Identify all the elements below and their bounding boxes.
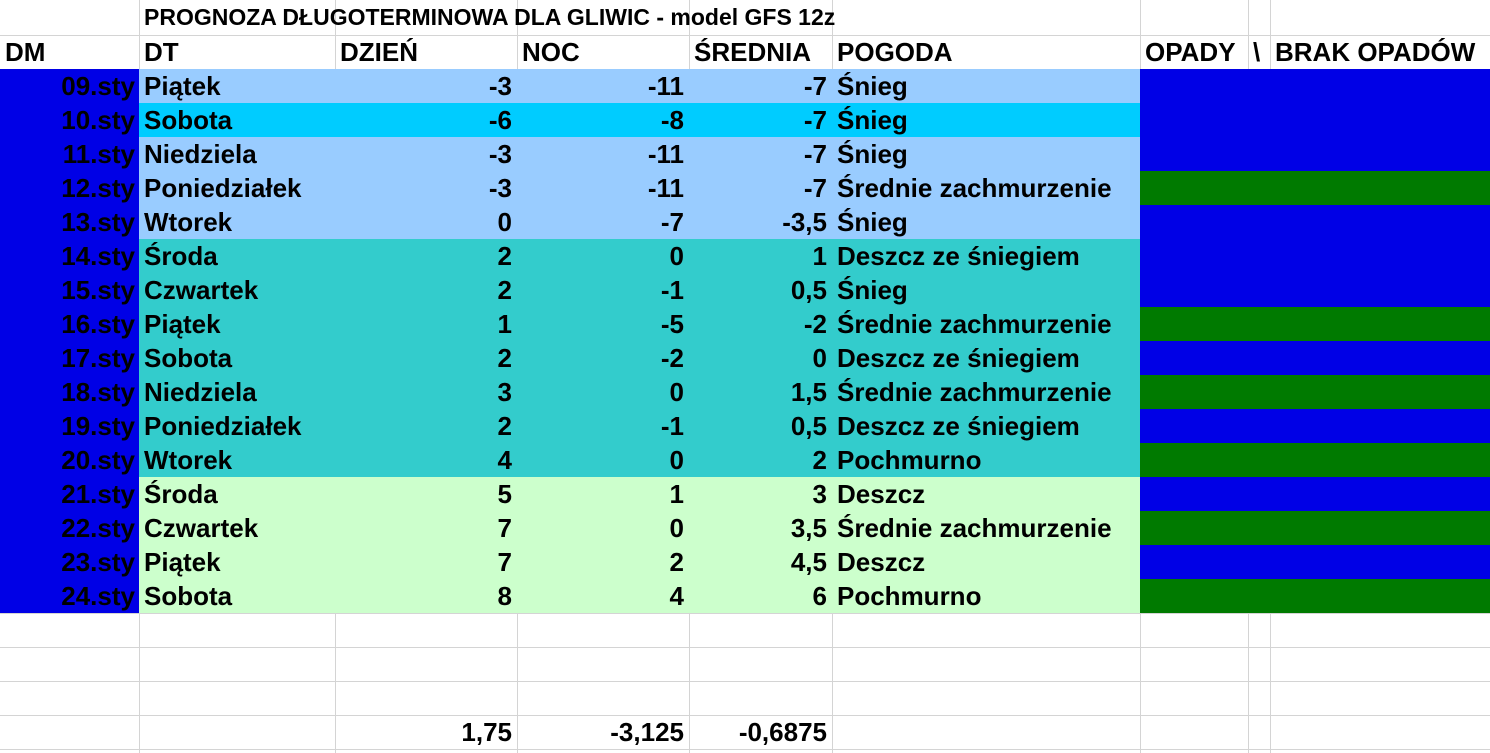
no-precip-indicator[interactable] <box>1140 307 1490 341</box>
cell-temp-avg[interactable]: 3 <box>689 477 832 511</box>
cell-day-name[interactable]: Piątek <box>139 307 335 341</box>
precip-indicator[interactable] <box>1140 409 1490 443</box>
cell-date[interactable]: 22.sty <box>0 511 139 545</box>
cell-weather[interactable]: Śnieg <box>832 103 1140 137</box>
cell-weather[interactable]: Średnie zachmurzenie <box>832 307 1140 341</box>
precip-indicator[interactable] <box>1140 103 1490 137</box>
cell-weather[interactable]: Śnieg <box>832 205 1140 239</box>
cell-weather[interactable]: Średnie zachmurzenie <box>832 511 1140 545</box>
header-dt[interactable]: DT <box>144 37 179 67</box>
gridline <box>0 647 1490 648</box>
header-precip[interactable]: OPADY <box>1145 37 1236 67</box>
cell-temp-day[interactable]: 7 <box>335 511 517 545</box>
cell-date[interactable]: 24.sty <box>0 579 139 613</box>
cell-temp-night[interactable]: 0 <box>517 443 689 477</box>
cell-weather[interactable]: Średnie zachmurzenie <box>832 171 1140 205</box>
cell-temp-night[interactable]: 0 <box>517 239 689 273</box>
cell-temp-avg[interactable]: 4,5 <box>689 545 832 579</box>
gridline <box>0 681 1490 682</box>
cell-temp-night[interactable]: 1 <box>517 477 689 511</box>
cell-temp-avg[interactable]: 0,5 <box>689 273 832 307</box>
cell-day-name[interactable]: Sobota <box>139 103 335 137</box>
cell-date[interactable]: 16.sty <box>0 307 139 341</box>
cell-day-name[interactable]: Czwartek <box>139 511 335 545</box>
header-no-precip[interactable]: BRAK OPADÓW <box>1275 37 1476 67</box>
header-avg[interactable]: ŚREDNIA <box>694 37 812 67</box>
header-day[interactable]: DZIEŃ <box>340 37 418 67</box>
total-temp-day[interactable]: 1,75 <box>461 717 512 747</box>
cell-date[interactable]: 12.sty <box>0 171 139 205</box>
precip-indicator[interactable] <box>1140 239 1490 273</box>
cell-temp-night[interactable]: -7 <box>517 205 689 239</box>
no-precip-indicator[interactable] <box>1140 579 1490 613</box>
cell-temp-day[interactable]: 2 <box>335 273 517 307</box>
cell-weather[interactable]: Pochmurno <box>832 579 1140 613</box>
cell-date[interactable]: 19.sty <box>0 409 139 443</box>
cell-weather[interactable]: Śnieg <box>832 69 1140 103</box>
cell-weather[interactable]: Śnieg <box>832 137 1140 171</box>
cell-day-name[interactable]: Niedziela <box>139 137 335 171</box>
cell-day-name[interactable]: Środa <box>139 239 335 273</box>
cell-day-name[interactable]: Poniedziałek <box>139 409 335 443</box>
cell-date[interactable]: 14.sty <box>0 239 139 273</box>
cell-date[interactable]: 21.sty <box>0 477 139 511</box>
cell-temp-day[interactable]: 4 <box>335 443 517 477</box>
cell-temp-avg[interactable]: 1,5 <box>689 375 832 409</box>
cell-temp-day[interactable]: 8 <box>335 579 517 613</box>
cell-temp-avg[interactable]: 3,5 <box>689 511 832 545</box>
cell-temp-night[interactable]: -2 <box>517 341 689 375</box>
header-dm[interactable]: DM <box>5 37 46 67</box>
cell-date[interactable]: 09.sty <box>0 69 139 103</box>
cell-temp-night[interactable]: -1 <box>517 409 689 443</box>
cell-temp-day[interactable]: 2 <box>335 341 517 375</box>
cell-temp-avg[interactable]: -7 <box>689 103 832 137</box>
cell-day-name[interactable]: Poniedziałek <box>139 171 335 205</box>
total-temp-avg[interactable]: -0,6875 <box>738 717 827 747</box>
cell-day-name[interactable]: Piątek <box>139 545 335 579</box>
cell-date[interactable]: 20.sty <box>0 443 139 477</box>
cell-temp-day[interactable]: 2 <box>335 409 517 443</box>
cell-day-name[interactable]: Sobota <box>139 579 335 613</box>
cell-temp-avg[interactable]: 0,5 <box>689 409 832 443</box>
cell-day-name[interactable]: Środa <box>139 477 335 511</box>
cell-day-name[interactable]: Wtorek <box>139 443 335 477</box>
header-night[interactable]: NOC <box>522 37 580 67</box>
cell-date[interactable]: 10.sty <box>0 103 139 137</box>
cell-weather[interactable]: Deszcz ze śniegiem <box>832 341 1140 375</box>
cell-temp-day[interactable]: 5 <box>335 477 517 511</box>
cell-temp-avg[interactable]: -3,5 <box>689 205 832 239</box>
cell-weather[interactable]: Pochmurno <box>832 443 1140 477</box>
cell-temp-avg[interactable]: 0 <box>689 341 832 375</box>
cell-date[interactable]: 17.sty <box>0 341 139 375</box>
cell-temp-avg[interactable]: 1 <box>689 239 832 273</box>
cell-temp-day[interactable]: 0 <box>335 205 517 239</box>
cell-temp-night[interactable]: -1 <box>517 273 689 307</box>
cell-day-name[interactable]: Wtorek <box>139 205 335 239</box>
cell-temp-day[interactable]: -6 <box>335 103 517 137</box>
no-precip-indicator[interactable] <box>1140 375 1490 409</box>
precip-indicator[interactable] <box>1140 545 1490 579</box>
cell-temp-night[interactable]: 0 <box>517 375 689 409</box>
cell-temp-night[interactable]: -8 <box>517 103 689 137</box>
cell-temp-day[interactable]: -3 <box>335 137 517 171</box>
gridline <box>0 749 1490 750</box>
cell-temp-night[interactable]: -5 <box>517 307 689 341</box>
cell-weather[interactable]: Deszcz ze śniegiem <box>832 239 1140 273</box>
cell-temp-night[interactable]: -11 <box>517 137 689 171</box>
cell-weather[interactable]: Deszcz ze śniegiem <box>832 409 1140 443</box>
cell-weather[interactable]: Deszcz <box>832 477 1140 511</box>
precip-indicator[interactable] <box>1140 273 1490 307</box>
cell-day-name[interactable]: Sobota <box>139 341 335 375</box>
cell-temp-avg[interactable]: -7 <box>689 137 832 171</box>
no-precip-indicator[interactable] <box>1140 171 1490 205</box>
header-weather[interactable]: POGODA <box>837 37 953 67</box>
cell-temp-avg[interactable]: -7 <box>689 69 832 103</box>
total-temp-night[interactable]: -3,125 <box>610 717 684 747</box>
cell-temp-avg[interactable]: 2 <box>689 443 832 477</box>
cell-date[interactable]: 23.sty <box>0 545 139 579</box>
cell-day-name[interactable]: Czwartek <box>139 273 335 307</box>
cell-temp-day[interactable]: 1 <box>335 307 517 341</box>
precip-indicator[interactable] <box>1140 341 1490 375</box>
cell-temp-night[interactable]: -11 <box>517 69 689 103</box>
cell-weather[interactable]: Śnieg <box>832 273 1140 307</box>
cell-temp-night[interactable]: 2 <box>517 545 689 579</box>
no-precip-indicator[interactable] <box>1140 443 1490 477</box>
cell-weather[interactable]: Średnie zachmurzenie <box>832 375 1140 409</box>
cell-date[interactable]: 11.sty <box>0 137 139 171</box>
cell-temp-day[interactable]: 2 <box>335 239 517 273</box>
cell-day-name[interactable]: Niedziela <box>139 375 335 409</box>
sheet-title[interactable]: PROGNOZA DŁUGOTERMINOWA DLA GLIWIC - model GFS 12z <box>144 3 836 30</box>
gridline <box>0 613 1490 614</box>
cell-temp-avg[interactable]: -7 <box>689 171 832 205</box>
cell-day-name[interactable]: Piątek <box>139 69 335 103</box>
cell-temp-night[interactable]: -11 <box>517 171 689 205</box>
header-slash[interactable]: \ <box>1253 37 1261 67</box>
cell-temp-avg[interactable]: 6 <box>689 579 832 613</box>
cell-temp-night[interactable]: 0 <box>517 511 689 545</box>
precip-indicator[interactable] <box>1140 205 1490 239</box>
cell-date[interactable]: 15.sty <box>0 273 139 307</box>
precip-indicator[interactable] <box>1140 69 1490 103</box>
cell-weather[interactable]: Deszcz <box>832 545 1140 579</box>
cell-date[interactable]: 13.sty <box>0 205 139 239</box>
cell-temp-night[interactable]: 4 <box>517 579 689 613</box>
cell-temp-day[interactable]: -3 <box>335 69 517 103</box>
cell-temp-day[interactable]: 7 <box>335 545 517 579</box>
precip-indicator[interactable] <box>1140 137 1490 171</box>
cell-date[interactable]: 18.sty <box>0 375 139 409</box>
precip-indicator[interactable] <box>1140 477 1490 511</box>
cell-temp-day[interactable]: 3 <box>335 375 517 409</box>
no-precip-indicator[interactable] <box>1140 511 1490 545</box>
cell-temp-avg[interactable]: -2 <box>689 307 832 341</box>
cell-temp-day[interactable]: -3 <box>335 171 517 205</box>
